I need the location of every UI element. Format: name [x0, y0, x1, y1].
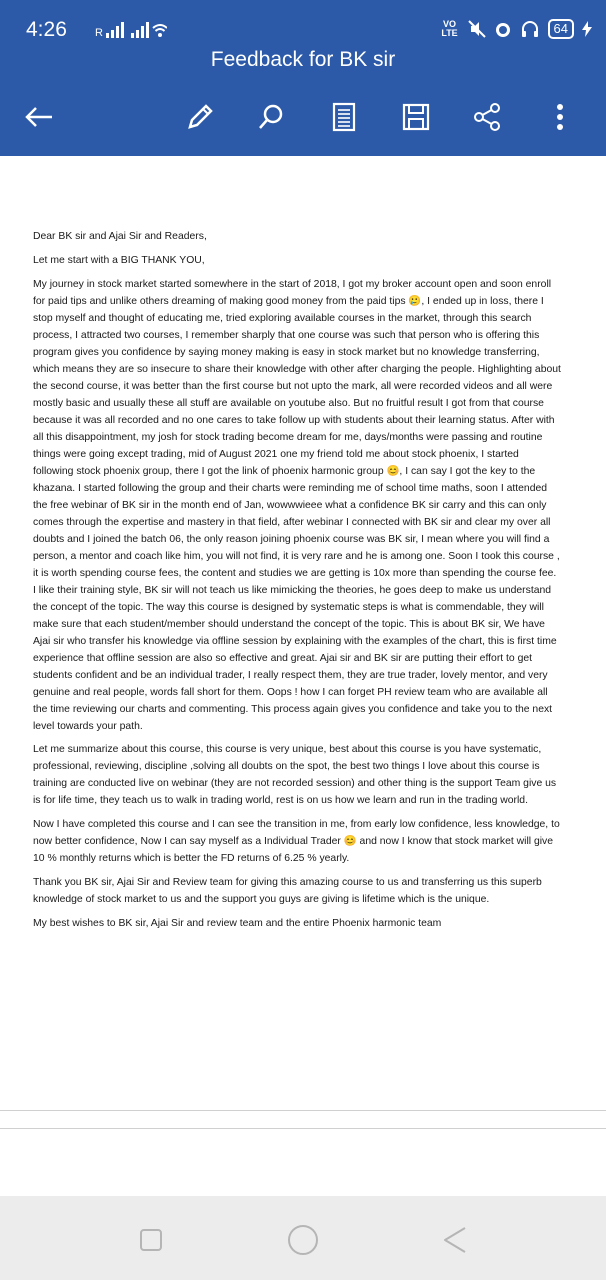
share-icon[interactable] [470, 100, 504, 134]
charging-icon [582, 21, 592, 37]
volte-indicator: VO LTE [441, 19, 458, 38]
status-time: 4:26 [26, 18, 67, 41]
home-circle-icon[interactable] [283, 1220, 323, 1260]
paragraph-summary: Let me summarize about this course, this course is very unique, best about this course is you have systematic, professional, reviewing, discipline ,solving all doubts on the spot, the best two things I love about this course is training are conducted live on webinar (they are not recorded session) and other thing is the support Team give us is for life time, they teach us to walk in trading world, rest is on us how we learn and run in the trading world. [33, 744, 557, 806]
search-icon[interactable] [254, 100, 288, 134]
toolbar [0, 94, 606, 140]
paragraph-wishes: My best wishes to BK sir, Ajai Sir and review team and the entire Phoenix harmonic team [33, 918, 442, 929]
back-arrow-icon[interactable] [22, 100, 56, 134]
document-title: Feedback for BK sir [210, 48, 396, 71]
paragraph-thanks: Thank you BK sir, Ajai Sir and Review team for giving this amazing course to us and transferring us this superb knowledge of stock market to us and the support you guys are giving is lifetime which is the unique. [33, 877, 542, 905]
read-mode-icon[interactable] [327, 100, 361, 134]
document-body [33, 228, 561, 939]
pen-icon[interactable] [183, 100, 217, 134]
paragraph-journey: My journey in stock market started somewhere in the start of 2018, I got my broker account open and soon enroll for paid tips and unlike others dreaming of making good money from the paid tips 🥲, I ended up in loss, there I stop myself and thought of educating me, tried exploring available courses in the market, through this search process, I attracted two courses, I remember sharply that one course was such that person who is offering this program gives you confidence by saying money making is easy in stock market but no knowledge transferring, which means they are so insecure to share their knowledge with other after charging the people. Highlighting about the second course, it was better than the first course but not upto the mark, all were recorded videos and all were mostly basic and usually these all stuff are available on youtube also. But no fruitful result I got from that course because it was all recorded and no one cares to take follow up with students about their learning status. After with all this disappointment, my josh for stock trading become dream for me, days/months were passing and routine things were going except trading, mid of August 2021 one my friend told me about stock phoenix, I started following stock phoenix group, there I got the link of phoenix harmonic group 😊, I can say I got the key to the khazana. I started following the group and their charts were reminding me of school time maths, soon I attended the free webinar of BK sir in the month end of Jan, wowwwieee what a confidence BK sir carry and this can only comes through the expertise and mastery in that field, after webinar I connected with BK sir and clear my over all doubts and I joined the batch 06, the only reason joining phoenix course was BK sir, I mean where you will find a person, a mentor and coach like him, you will not find, it is very rare and he is among one. Soon I took this course , it is worth spending course fees, the content and studies we are getting is 10x more than spending the course fee. I like their training style, BK sir will not teach us like mimicking the theories, he goes deep to make us understand the concept of the topic. The way this course is designed by systematic steps is what is commendable, they will make sure that each student/member should understand the concept of the topic. This is about BK sir, We have Ajai sir who transfer his knowledge via offline session by explaining with the examples of the chart, this is first time experience that offline session are also so effective and great. Ajai sir and BK sir are putting their effort to get students confident and be an individual trader, I really respect them, they are true trader, lovely mentor, and very genuine and real people, words fall short for them. Oops ! how I can forget PH review team who are available all the time reviewing our charts and commenting. This process again gives you confidence and take you to the next level towards your path. [33, 279, 561, 732]
more-vertical-icon[interactable] [543, 100, 577, 134]
status-right [440, 14, 592, 44]
app-bar [0, 0, 606, 156]
greeting: Dear BK sir and Ajai Sir and Readers, [33, 231, 207, 242]
page-divider [0, 1110, 606, 1111]
headphones-icon [520, 20, 540, 38]
system-nav-bar [0, 1196, 606, 1280]
recents-square-icon[interactable] [131, 1220, 171, 1260]
battery-indicator: 64 [548, 19, 574, 39]
paragraph-transition: Now I have completed this course and I can see the transition in me, from early low confidence, less knowledge, to now better confidence, Now I can say myself as a Individual Trader 😊 and now I know that stock market will give 10 % monthly returns which is better the FD returns of 6.25 % yearly. [33, 819, 560, 864]
page-divider [0, 1128, 606, 1129]
save-icon[interactable] [399, 100, 433, 134]
mute-icon [468, 20, 486, 38]
network-label: R [95, 27, 103, 39]
intro-line: Let me start with a BIG THANK YOU, [33, 255, 205, 266]
back-triangle-icon[interactable] [435, 1220, 475, 1260]
document-page[interactable] [0, 156, 606, 1096]
signal-icon [95, 21, 167, 39]
alarm-icon [494, 20, 512, 38]
